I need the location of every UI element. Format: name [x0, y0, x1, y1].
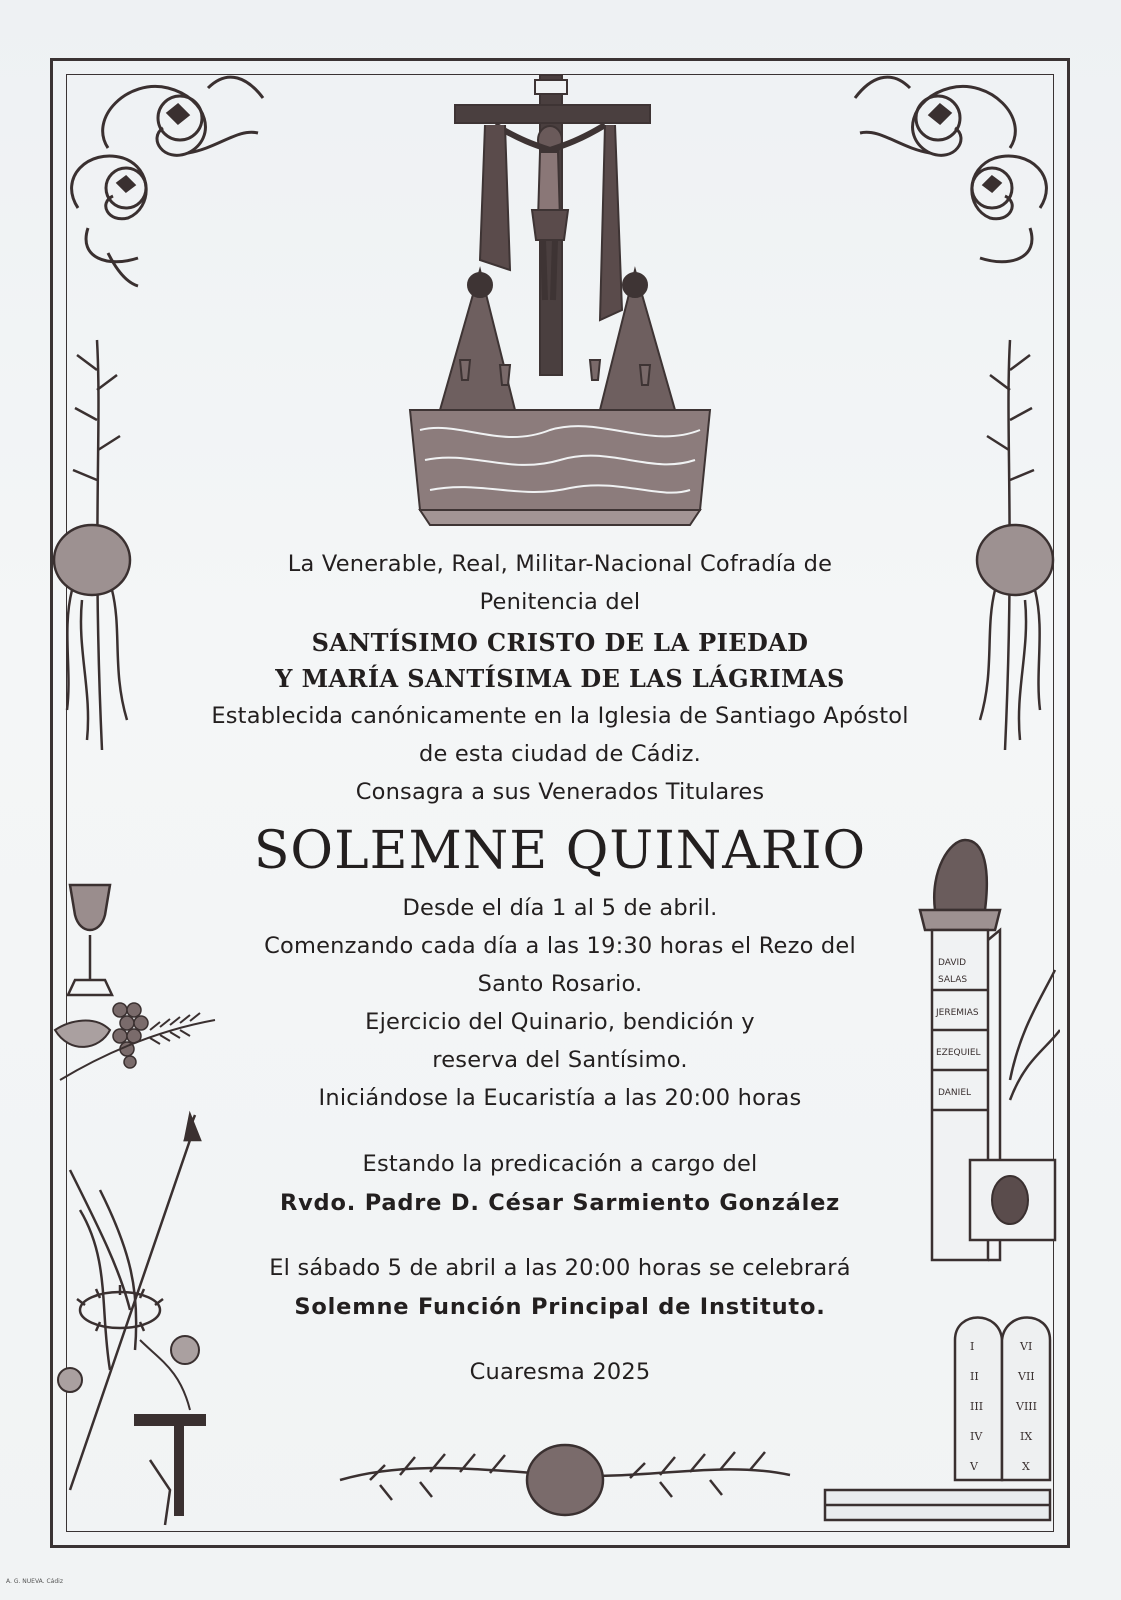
svg-text:II: II [970, 1370, 979, 1383]
location-line-1: Establecida canónicamente en la Iglesia de Santiago Apóstol [211, 703, 909, 729]
event-title: SOLEMNE QUINARIO [253, 821, 867, 881]
schedule-line-4: reserva del Santísimo. [432, 1047, 688, 1073]
preaching-intro: Estando la predicación a cargo del [362, 1151, 758, 1177]
hammer-icon [130, 1410, 220, 1520]
svg-text:IX: IX [1020, 1430, 1033, 1443]
corner-scroll-ornament [48, 58, 268, 288]
book-icon [820, 1470, 1060, 1540]
svg-text:IV: IV [970, 1430, 983, 1443]
event-dates: Desde el día 1 al 5 de abril. [402, 895, 718, 921]
preacher-name: Rvdo. Padre D. César Sarmiento González [279, 1190, 841, 1216]
confraternity-line-2: Penitencia del [479, 589, 641, 615]
svg-text:X: X [1022, 1460, 1030, 1473]
crucifix-image [400, 70, 720, 530]
location-line-2: de esta ciudad de Cádiz. [418, 741, 702, 767]
main-function-intro: El sábado 5 de abril a las 20:00 horas se celebrará [269, 1255, 851, 1281]
schedule-line-5: Iniciándose la Eucaristía a las 20:00 horas [318, 1085, 802, 1111]
poster-text [140, 545, 980, 1391]
schedule-line-3: Ejercicio del Quinario, bendición y [365, 1009, 755, 1035]
confraternity-title-1: SANTÍSIMO CRISTO DE LA PIEDAD [311, 628, 809, 657]
confraternity-line-1: La Venerable, Real, Militar-Nacional Cofradía de [287, 551, 833, 577]
svg-text:DAVID: DAVID [938, 958, 967, 968]
laurel-branch-icon [52, 330, 147, 760]
svg-text:VII: VII [1018, 1370, 1035, 1383]
svg-text:JEREMIAS: JEREMIAS [936, 1008, 979, 1018]
svg-text:EZEQUIEL: EZEQUIEL [936, 1048, 981, 1058]
printer-imprint: A. G. NUEVA. Cádiz [6, 1578, 63, 1585]
veil-face-icon [992, 1176, 1028, 1224]
svg-text:DANIEL: DANIEL [938, 1088, 972, 1098]
schedule-line-1: Comenzando cada día a las 19:30 horas el Rezo del [264, 933, 856, 959]
flower-wreath-icon [330, 1420, 800, 1530]
svg-text:V: V [970, 1460, 978, 1473]
confraternity-title-2: Y MARÍA SANTÍSIMA DE LAS LÁGRIMAS [275, 664, 845, 693]
svg-text:I: I [970, 1340, 975, 1353]
schedule-line-2: Santo Rosario. [477, 971, 643, 997]
corner-scroll-ornament [850, 58, 1070, 288]
main-function-title: Solemne Función Principal de Instituto. [294, 1294, 826, 1320]
svg-text:VIII: VIII [1016, 1400, 1037, 1413]
season-label: Cuaresma 2025 [469, 1359, 651, 1385]
svg-text:III: III [970, 1400, 984, 1413]
svg-text:SALAS: SALAS [938, 975, 968, 985]
svg-text:VI: VI [1020, 1340, 1033, 1353]
consecration-line: Consagra a sus Venerados Titulares [355, 779, 765, 805]
